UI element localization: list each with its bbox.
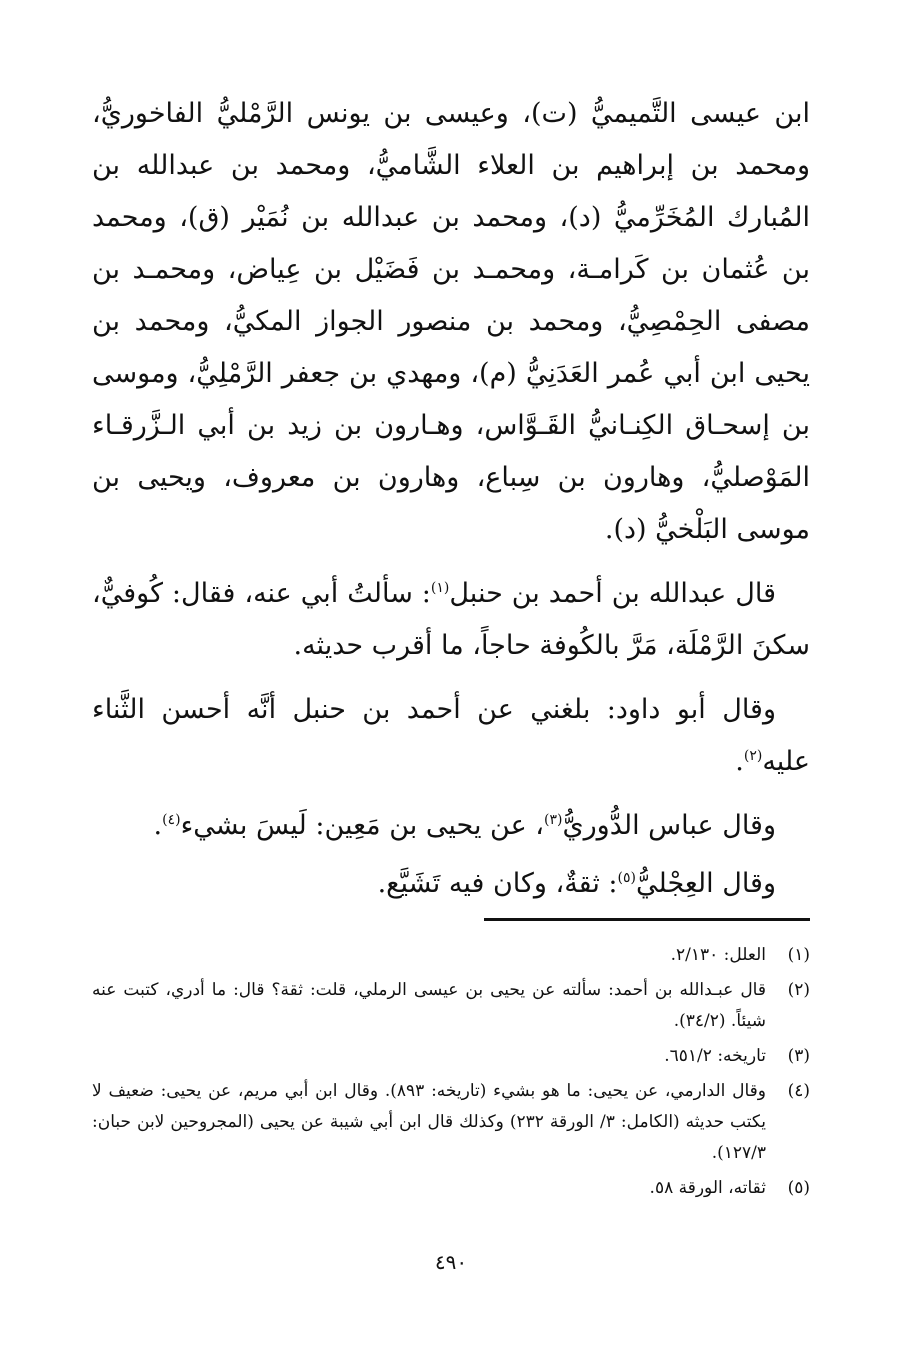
paragraph-text: وقال عباس الدُّوريُّ — [562, 810, 776, 841]
paragraph-text: وقال أبو داود: بلغني عن أحمد بن حنبل أنَّه أحسن الثَّناء عليه — [92, 694, 810, 777]
footnotes-section — [92, 940, 810, 1208]
footnote-ref-3: (٣) — [544, 812, 563, 828]
paragraph-text: قال عبدالله بن أحمد بن حنبل — [449, 578, 776, 609]
footnote-number: (٥) — [787, 1178, 810, 1198]
footnote-number: (٤) — [787, 1081, 810, 1101]
footnote-ref-1: (١) — [430, 580, 450, 596]
paragraph-text: ، عن يحيى بن مَعِين: لَيسَ بشيء — [180, 810, 545, 841]
footnote-ref-2: (٢) — [743, 748, 763, 764]
main-text-body — [92, 88, 810, 916]
footnote-item — [92, 1173, 810, 1204]
footnote-item — [92, 975, 810, 1037]
paragraph-ibn-hanbal-quote — [92, 568, 810, 672]
footnote-item — [92, 1076, 810, 1169]
footnote-text: تاريخه: ٦٥١/٢. — [664, 1046, 766, 1066]
footnote-text: ثقاته، الورقة ٥٨. — [649, 1178, 766, 1198]
footnote-divider — [484, 918, 810, 921]
footnote-ref-5: (٥) — [617, 870, 636, 886]
footnote-text: وقال الدارمي، عن يحيى: ما هو بشيء (تاريخه: ٨٩٣). وقال ابن أبي مريم، عن يحيى: ضعيف لا يكتب حديثه (الكامل: ٣/ الورقة ٢٣٢) وكذلك قال ابن أبي شيبة عن يحيى (المجروحين لابن حبان: ١٢٧/٣). — [92, 1081, 767, 1163]
paragraph-ijli-quote — [92, 858, 810, 910]
page-number: ٤٩٠ — [434, 1250, 468, 1274]
footnote-ref-4: (٤) — [162, 812, 181, 828]
footnote-number: (٢) — [787, 980, 810, 1000]
paragraph-abbas-duri-quote — [92, 800, 810, 852]
paragraph-narrators-list: ابن عيسى التَّميميُّ (ت)، وعيسى بن يونس الرَّمْليُّ الفاخوريُّ، ومحمد بن إبراهيم بن العلاء الشَّاميُّ، ومحمد بن عبدالله بن المُبارك المُخَرِّميُّ (د)، ومحمد بن عبدالله بن نُمَيْر (ق)، ومحمد بن عُثمان بن كَرامـة، ومحمـد بن فَضَيْل بن عِياض، ومحمـد بن مصفى الحِمْصِيُّ، ومحمد بن منصور الجواز المكيُّ، ومحمد بن يحيى ابن أبي عُمر العَدَنِيُّ (م)، ومهدي بن جعفر الرَّمْلِيُّ، وموسى بن إسحـاق الكِنـانيُّ القَـوَّاس، وهـارون بن زيد بن أبي الـزَّرقـاء المَوْصليُّ، وهارون بن سِباع، وهارون بن معروف، ويحيى بن موسى البَلْخيُّ (د). — [92, 98, 810, 545]
footnote-text: العلل: ٢/١٣٠. — [670, 945, 766, 965]
paragraph-text: : ثقةٌ، وكان فيه تَشَيَّع. — [377, 868, 618, 899]
paragraph-text: . — [153, 810, 163, 841]
paragraph-text: . — [735, 746, 744, 777]
paragraph-text: : سألتُ أبي عنه، فقال: كُوفيٌّ، سكنَ الرَّمْلَة، مَرَّ بالكُوفة حاجاً، ما أقرب حديثه. — [92, 578, 810, 661]
paragraph-abu-dawud-quote — [92, 684, 810, 788]
footnote-text: قال عبـدالله بن أحمد: سألته عن يحيى بن عيسى الرملي، قلت: ثقة؟ قال: ما أدري، كتبت عنه شيئاً. (٣٤/٢). — [92, 980, 766, 1031]
footnote-number: (٣) — [787, 1046, 810, 1066]
footnote-number: (١) — [787, 945, 810, 965]
paragraph-text: وقال العِجْليُّ — [636, 868, 776, 899]
footnote-item — [92, 940, 810, 971]
footnote-item — [92, 1041, 810, 1072]
